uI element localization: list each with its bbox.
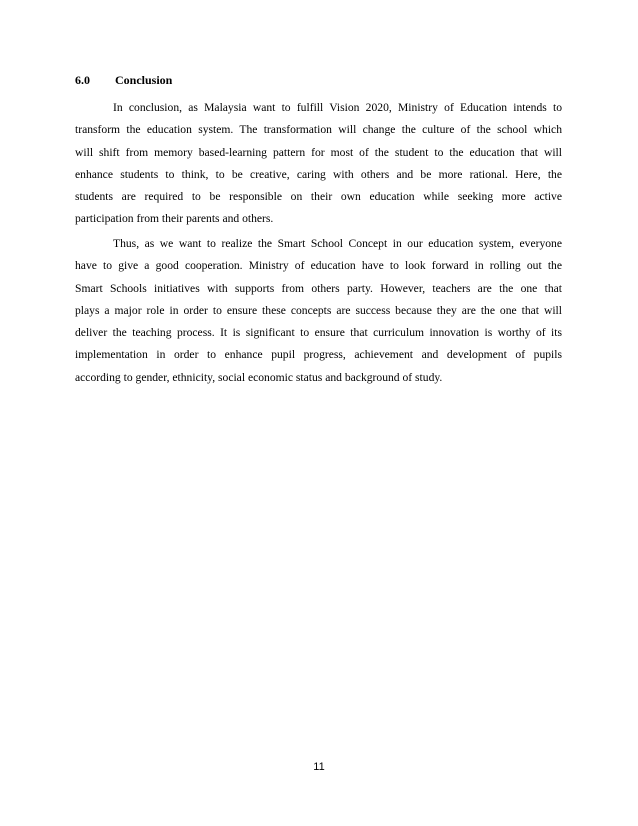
paragraph-line: will shift from memory based-learning pattern for most of the student to the education that will bbox=[75, 145, 562, 159]
section-title: Conclusion bbox=[115, 73, 173, 87]
paragraph-line: implementation in order to enhance pupil progress, achievement and development of pupils bbox=[75, 348, 562, 362]
section-number: 6.0 bbox=[75, 73, 90, 87]
paragraph-line: students are required to be responsible on their own education while seeking more active bbox=[75, 190, 562, 204]
paragraph-line: according to gender, ethnicity, social economic status and background of study. bbox=[75, 370, 443, 384]
page-number: 11 bbox=[313, 761, 325, 773]
paragraph-line: Thus, as we want to realize the Smart School Concept in our education system, everyone bbox=[113, 237, 562, 250]
paragraph-line: transform the education system. The transformation will change the culture of the school which bbox=[75, 123, 562, 137]
paragraph-line: deliver the teaching process. It is significant to ensure that curriculum innovation is worthy of its bbox=[75, 326, 562, 340]
section-heading bbox=[75, 73, 172, 88]
paragraph-line: In conclusion, as Malaysia want to fulfill Vision 2020, Ministry of Education intends to bbox=[113, 101, 562, 114]
paragraph-line: participation from their parents and others. bbox=[75, 212, 274, 226]
conclusion-paragraph-2 bbox=[75, 233, 562, 389]
paragraph-line: have to give a good cooperation. Ministry of education have to look forward in rolling out the bbox=[75, 259, 562, 273]
paragraph-line: enhance students to think, to be creative, caring with others and be more rational. Here, the bbox=[75, 167, 562, 181]
paragraph-line: plays a major role in order to ensure these concepts are success because they are the one that will bbox=[75, 303, 562, 317]
conclusion-paragraph-1 bbox=[75, 97, 562, 231]
paragraph-line: Smart Schools initiatives with supports from others party. However, teachers are the one that bbox=[75, 281, 562, 295]
